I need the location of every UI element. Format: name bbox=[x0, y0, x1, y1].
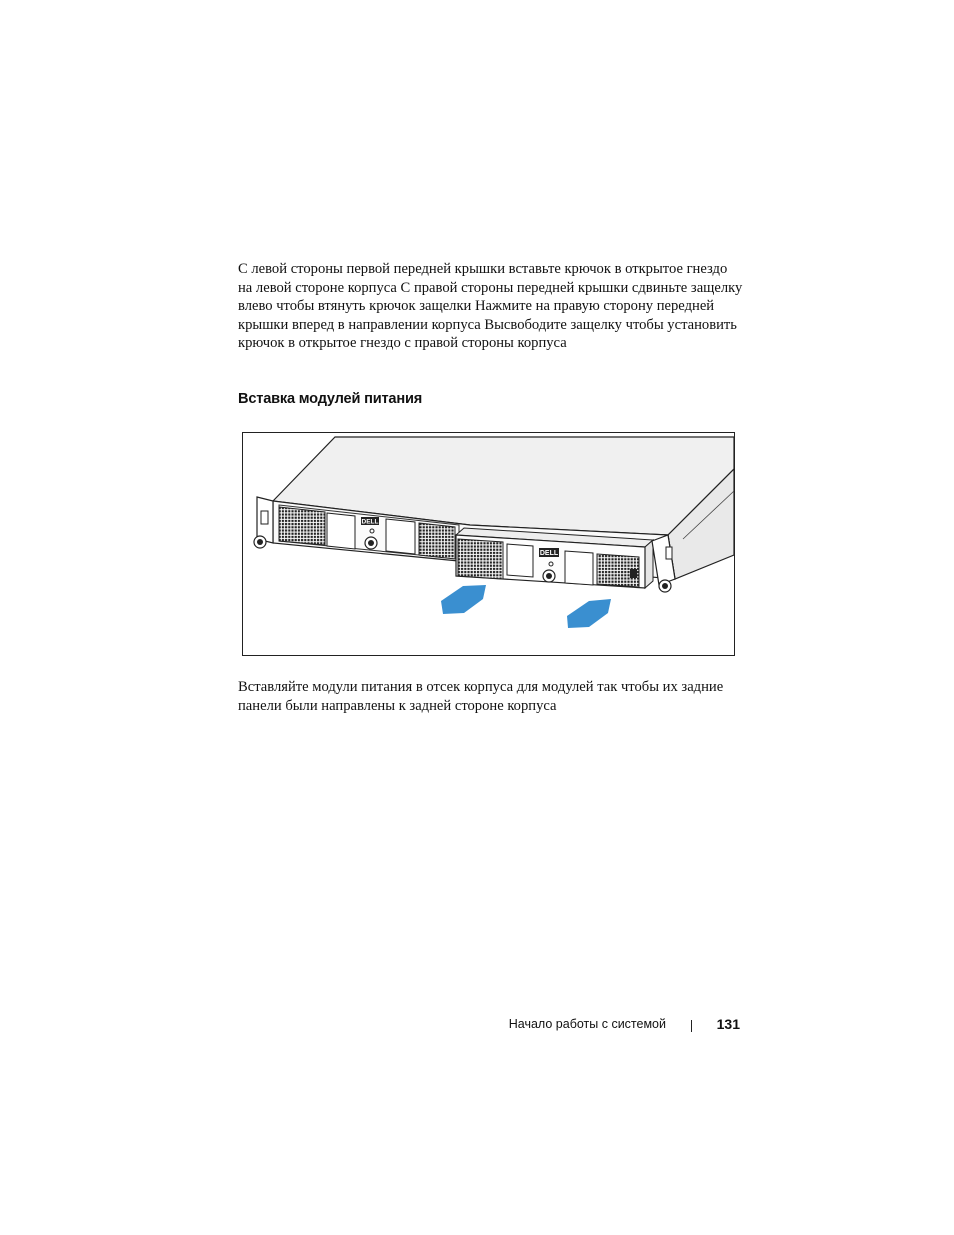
server-diagram bbox=[243, 433, 734, 655]
inserted-module-handle bbox=[507, 544, 533, 577]
section-heading: Вставка модулей питания bbox=[238, 391, 423, 407]
inserted-module-grille-left bbox=[458, 539, 503, 579]
right-ear-latch bbox=[666, 547, 672, 559]
installed-module-slot bbox=[386, 519, 415, 554]
arrow-right-icon bbox=[441, 585, 486, 614]
inserted-module-slot bbox=[565, 551, 593, 585]
installed-module-grille-right bbox=[419, 523, 455, 559]
installed-module-handle bbox=[327, 513, 355, 549]
footer-divider bbox=[691, 1020, 692, 1032]
arrow-right-icon bbox=[567, 599, 611, 628]
installed-logo-text: DELL bbox=[361, 518, 379, 526]
power-module-illustration bbox=[242, 432, 735, 656]
inserted-logo-text: DELL bbox=[539, 550, 559, 557]
left-ear-latch bbox=[261, 511, 268, 524]
page-number: 131 bbox=[716, 1016, 740, 1032]
intro-paragraph: С левой стороны первой передней крышки вставьте крючок в открытое гнездо на левой стороне корпуса С правой стороны передней крышки сдвиньте защелку влево чтобы втянуть крючок защелки Нажмите на правую сторону передней крышки вперед в направлении корпуса Высвободите защелку чтобы установить крючок в открытое гнездо с правой стороны корпуса bbox=[238, 261, 743, 352]
inserted-module-latch bbox=[630, 569, 637, 578]
footer-chapter-title: Начало работы с системой bbox=[508, 1017, 666, 1031]
instruction-paragraph: Вставляйте модули питания в отсек корпуса для модулей так чтобы их задние панели были направлены к задней стороне корпуса bbox=[238, 679, 724, 714]
installed-module-grille-left bbox=[279, 507, 325, 545]
page-footer bbox=[500, 1016, 740, 1036]
